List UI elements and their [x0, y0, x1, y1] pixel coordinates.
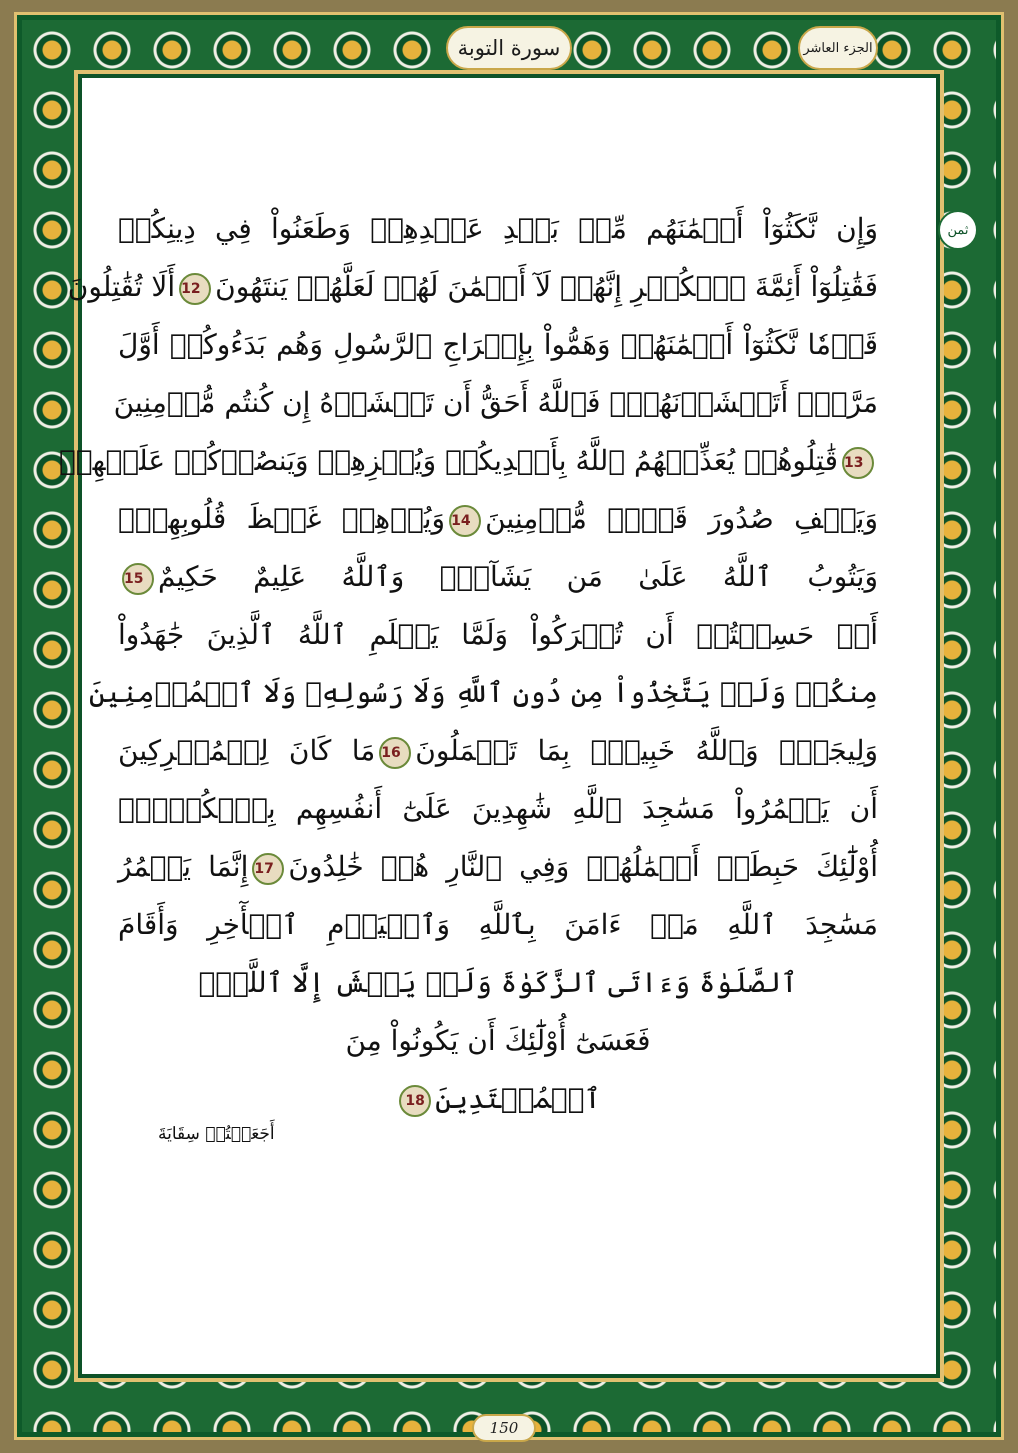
verse-text: وَلِيجَةٗۚ وَٱللَّهُ خَبِيرُۢ بِمَا تَعۡمَلُونَ	[415, 734, 879, 767]
verse-text: وَيَشۡفِ صُدُورَ قَوۡمٖ مُّؤۡمِنِينَ	[485, 502, 878, 535]
page-number: 150	[472, 1414, 536, 1442]
verse-text: إِنَّمَا يَعۡمُرُ	[118, 850, 249, 883]
verse-text: قَٰتِلُوهُمۡ يُعَذِّبۡهُمُ ٱللَّهُ بِأَيۡدِيكُمۡ وَيُخۡزِهِمۡ وَيَنصُرۡكُمۡ عَلَيۡهِمۡ	[58, 444, 838, 477]
verse-line	[118, 490, 878, 548]
verse-line	[118, 838, 878, 896]
verse-text: أَن يَعۡمُرُواْ مَسَٰجِدَ ٱللَّهِ شَٰهِدِينَ عَلَىٰٓ أَنفُسِهِم بِٱلۡكُفۡرِۚ	[118, 792, 878, 825]
verse-line	[118, 200, 878, 258]
verse-text: وَإِن نَّكَثُوٓاْ أَيۡمَٰنَهُم مِّنۢ بَعۡدِ عَهۡدِهِمۡ وَطَعَنُواْ فِي دِينِكُمۡ	[118, 212, 878, 245]
verse-line	[118, 606, 878, 664]
verse-line	[118, 316, 878, 374]
verse-text: ٱلصَّلَوٰةَ وَءَاتَى ٱلزَّكَوٰةَ وَلَمۡ يَخۡشَ إِلَّا ٱللَّهَۖ	[198, 966, 798, 999]
verse-text: مَرَّةٍۚ أَتَخۡشَوۡنَهُمۡۚ فَٱللَّهُ أَحَقُّ أَن تَخۡشَوۡهُ إِن كُنتُم مُّؤۡمِنِينَ	[113, 386, 878, 419]
verse-line	[58, 432, 878, 490]
verse-text: مَا كَانَ لِلۡمُشۡرِكِينَ	[118, 734, 376, 767]
verse-line	[118, 722, 878, 780]
surah-title: سورة التوبة	[446, 26, 572, 70]
verse-line	[118, 1070, 878, 1128]
verse-text: وَيَتُوبُ ٱللَّهُ عَلَىٰ مَن يَشَآءُۗ وَٱللَّهُ عَلِيمٌ حَكِيمٌ	[158, 560, 878, 593]
ayah-number-marker: 14	[449, 505, 481, 537]
ayah-number-marker: 13	[842, 447, 874, 479]
verse-line	[118, 954, 878, 1012]
ayah-number-marker: 12	[179, 273, 211, 305]
juz-label: الجزء العاشر	[798, 26, 878, 70]
ayah-number-marker: 18	[399, 1085, 431, 1117]
verse-line	[118, 896, 878, 954]
verse-text: أَمۡ حَسِبۡتُمۡ أَن تُتۡرَكُواْ وَلَمَّا يَعۡلَمِ ٱللَّهُ ٱلَّذِينَ جَٰهَدُواْ	[118, 618, 878, 651]
verse-text: وَيُذۡهِبۡ غَيۡظَ قُلُوبِهِمۡۗ	[118, 502, 446, 535]
ayah-number-marker: 15	[122, 563, 154, 595]
verse-text: فَعَسَىٰٓ أُوْلَٰٓئِكَ أَن يَكُونُواْ مِنَ	[345, 1024, 651, 1057]
verse-text: مِنكُمۡ وَلَمۡ يَتَّخِذُواْ مِن دُونِ ٱللَّهِ وَلَا رَسُولِهِۦ وَلَا ٱلۡمُؤۡمِنِينَ	[88, 676, 878, 709]
verse-text: أُوْلَٰٓئِكَ حَبِطَتۡ أَعۡمَٰلُهُمۡ وَفِي ٱلنَّارِ هُمۡ خَٰلِدُونَ	[288, 850, 878, 883]
verse-line	[88, 664, 878, 722]
verse-text: قَوۡمٗا نَّكَثُوٓاْ أَيۡمَٰنَهُمۡ وَهَمُّواْ بِإِخۡرَاجِ ٱلرَّسُولِ وَهُم بَدَءُوكُمۡ أَوَّلَ	[118, 328, 878, 361]
verse-text: أَلَا تُقَٰتِلُونَ	[67, 270, 176, 303]
verse-text: فَقَٰتِلُوٓاْ أَئِمَّةَ ٱلۡكُفۡرِ إِنَّهُمۡ لَآ أَيۡمَٰنَ لَهُمۡ لَعَلَّهُمۡ يَنتَهُونَ	[215, 270, 878, 303]
verse-text: ٱلۡمُهۡتَدِينَ	[435, 1082, 601, 1115]
ayah-number-marker: 17	[252, 853, 284, 885]
verse-line	[113, 374, 878, 432]
verse-line	[118, 780, 878, 838]
verses-block	[58, 200, 879, 1128]
hizb-quarter-marker: ثمن	[938, 210, 978, 250]
verse-line	[67, 258, 878, 316]
ayah-number-marker: 16	[379, 737, 411, 769]
catchword: أَجَعَلۡتُمۡ سِقَايَةَ	[158, 1124, 275, 1144]
verse-line	[118, 1012, 878, 1070]
verse-text: مَسَٰجِدَ ٱللَّهِ مَنۡ ءَامَنَ بِٱللَّهِ وَٱلۡيَوۡمِ ٱلۡأٓخِرِ وَأَقَامَ	[118, 908, 878, 941]
verse-line	[118, 548, 878, 606]
